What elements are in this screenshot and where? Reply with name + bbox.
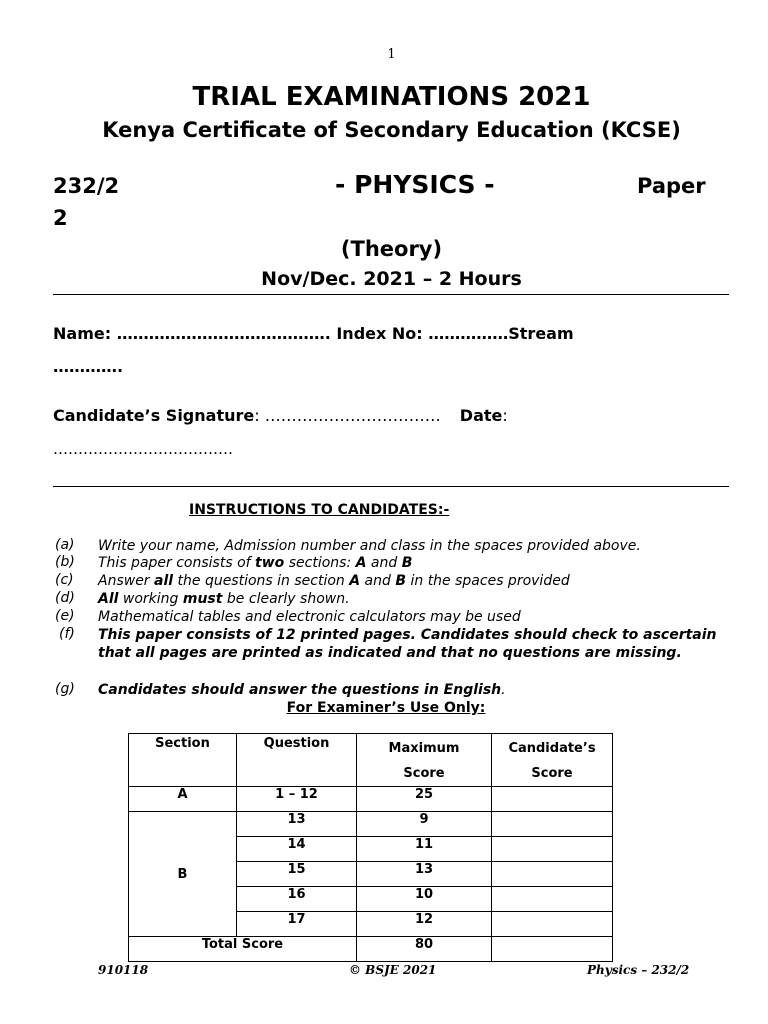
instruction-run: Mathematical tables and electronic calculators may be used (98, 609, 521, 625)
instruction-run: and (360, 573, 396, 589)
question-cell: 16 (237, 887, 357, 912)
instruction-run: Write your name, Admission number and class in the spaces provided above. (98, 538, 641, 554)
instruction-label: (f) (59, 626, 75, 642)
instruction-run: be clearly shown. (222, 591, 350, 607)
table-total-row (129, 937, 613, 962)
question-cell: 17 (237, 912, 357, 937)
date-field[interactable]: ……………………………… (53, 440, 233, 458)
max-score-cell: 9 (357, 812, 492, 837)
section-cell: B (129, 812, 237, 937)
divider-bottom (53, 486, 729, 487)
header-section: Section (129, 734, 237, 787)
paper-code: 232/2 (53, 174, 120, 198)
header-candidate-line2: Score (531, 766, 573, 781)
question-cell: 15 (237, 862, 357, 887)
instruction-run: . (501, 682, 506, 698)
footer-copyright: © BSJE 2021 (349, 963, 437, 977)
instruction-bold-text: B (401, 555, 413, 571)
header-candidate-line1: Candidate’s (508, 741, 596, 756)
instructions-heading: INSTRUCTIONS TO CANDIDATES:- (189, 502, 450, 518)
max-score-cell: 12 (357, 912, 492, 937)
table-header-row (129, 734, 613, 787)
instruction-run: the questions in section (173, 573, 350, 589)
instruction-text (98, 681, 718, 699)
signature-date-line (53, 406, 508, 425)
footer-code: 910118 (98, 963, 149, 977)
name-field[interactable]: …………………………………. (116, 324, 331, 343)
instruction-label: (c) (55, 572, 74, 588)
instruction-run: Answer (98, 573, 155, 589)
page-number: 1 (387, 47, 396, 62)
section-cell: A (129, 787, 237, 812)
score-table (128, 733, 613, 962)
name-index-line (53, 324, 574, 343)
footer-subject: Physics – 232/2 (587, 963, 690, 977)
instruction-bold-text: A (349, 573, 361, 589)
instruction-text (98, 626, 718, 662)
instruction-text (98, 590, 718, 608)
date-colon: : (502, 406, 508, 425)
index-field[interactable]: …………… (428, 324, 509, 343)
header-question: Question (237, 734, 357, 787)
paper-number: 2 (53, 206, 68, 230)
candidate-score-cell[interactable] (492, 887, 613, 912)
instruction-run: This paper consists of (98, 555, 256, 571)
index-label: Index No: (336, 324, 423, 343)
stream-field[interactable]: …………. (53, 357, 124, 376)
instruction-run: working (118, 591, 183, 607)
name-label: Name: (53, 324, 112, 343)
instruction-bold-text: Candidates should answer the questions in English (98, 682, 502, 698)
max-score-cell: 13 (357, 862, 492, 887)
date-label: Date (459, 406, 503, 425)
header-maximum-line1: Maximum (388, 741, 460, 756)
question-cell: 13 (237, 812, 357, 837)
instruction-bold-text: B (395, 573, 407, 589)
examiner-heading: For Examiner’s Use Only: (286, 700, 486, 716)
total-max-score: 80 (357, 937, 492, 962)
instruction-bold-text: must (182, 591, 223, 607)
header-maximum-score (357, 734, 492, 787)
instruction-text (98, 608, 718, 626)
total-candidate-score[interactable] (492, 937, 613, 962)
total-score-label: Total Score (129, 937, 357, 962)
table-row (129, 787, 613, 812)
instruction-bold-text: This paper consists of 12 printed pages. Candidates should check to ascertain that all pages are printed as indicated and that no questions are missing. (98, 627, 717, 661)
exam-duration: Nov/Dec. 2021 – 2 Hours (261, 268, 522, 290)
instruction-text (98, 572, 718, 590)
question-cell: 14 (237, 837, 357, 862)
candidate-score-cell[interactable] (492, 837, 613, 862)
paper-type: (Theory) (340, 237, 443, 261)
signature-label: Candidate’s Signature (53, 406, 255, 425)
max-score-cell: 11 (357, 837, 492, 862)
header-maximum-line2: Score (403, 766, 445, 781)
candidate-score-cell[interactable] (492, 787, 613, 812)
instruction-run: and (366, 555, 402, 571)
paper-label: Paper (637, 174, 706, 198)
candidate-score-cell[interactable] (492, 912, 613, 937)
instruction-run: in the spaces provided (406, 573, 570, 589)
instruction-label: (e) (55, 608, 75, 624)
question-cell: 1 – 12 (237, 787, 357, 812)
instruction-bold-text: two (255, 555, 285, 571)
instruction-label: (a) (55, 537, 75, 553)
candidate-score-cell[interactable] (492, 862, 613, 887)
instruction-label: (d) (55, 590, 75, 606)
subject-title: - PHYSICS - (335, 170, 495, 199)
signature-field[interactable]: : …………………………… (254, 406, 441, 425)
instruction-text (98, 537, 718, 555)
stream-label: Stream (508, 324, 574, 343)
table-row (129, 812, 613, 837)
exam-subtitle: Kenya Certificate of Secondary Education (KCSE) (102, 118, 681, 142)
instruction-bold-text: All (98, 591, 119, 607)
instruction-bold-text: A (355, 555, 367, 571)
instruction-label: (b) (55, 554, 75, 570)
exam-title: TRIAL EXAMINATIONS 2021 (192, 82, 591, 112)
divider-top (53, 294, 729, 295)
instruction-text (98, 554, 718, 572)
header-candidate-score (492, 734, 613, 787)
instruction-bold-text: all (154, 573, 174, 589)
instruction-label: (g) (55, 681, 75, 697)
max-score-cell: 10 (357, 887, 492, 912)
max-score-cell: 25 (357, 787, 492, 812)
candidate-score-cell[interactable] (492, 812, 613, 837)
instruction-run: sections: (284, 555, 356, 571)
